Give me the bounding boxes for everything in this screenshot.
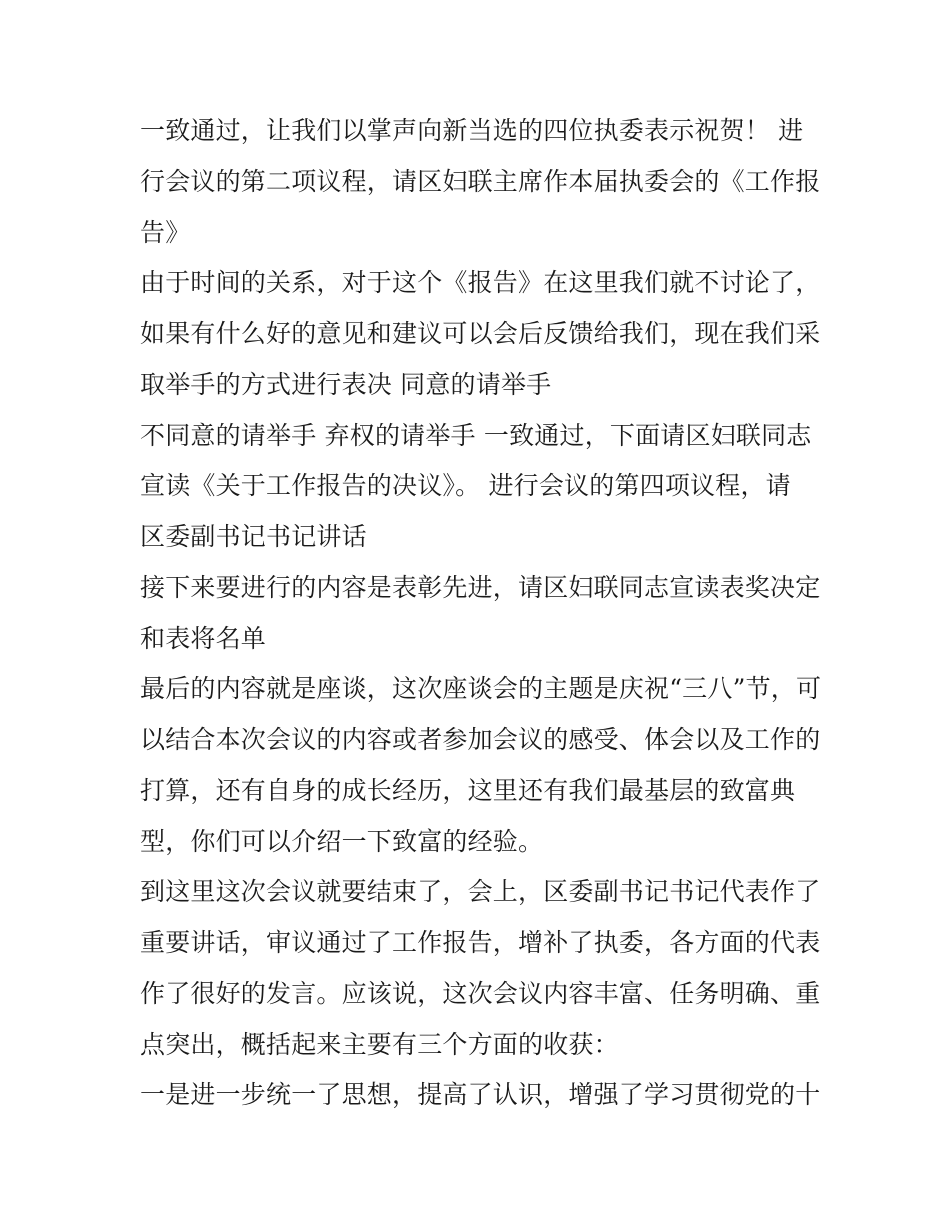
text-line: 重要讲话，审议通过了工作报告，增补了执委，各方面的代表 [140,928,821,957]
text-line: 一是进一步统一了思想，提高了认识，增强了学习贯彻党的十 [140,1080,821,1110]
text-line: 取举手的方式进行表决 同意的请举手 [140,369,552,399]
text-line: 不同意的请举手 弃权的请举手 一致通过，下面请区妇联同志 [140,420,812,450]
text-line: 接下来要进行的内容是表彰先进，请区妇联同志宣读表奖决定 [140,572,821,602]
document-body [140,106,820,1121]
text-line: 如果有什么好的意见和建议可以会后反馈给我们，现在我们采 [140,319,821,348]
text-line: 行会议的第二项议程，请区妇联主席作本届执委会的《工作报 [140,166,821,196]
text-line: 告》 [140,217,191,247]
text-line: 区委副书记书记讲话 [140,522,367,551]
text-line: 由于时间的关系，对于这个《报告》在这里我们就不讨论了， [140,268,821,298]
text-line: 和表将名单 [140,623,267,653]
text-line: 点突出，概括起来主要有三个方面的收获： [140,1029,619,1059]
text-line: 以结合本次会议的内容或者参加会议的感受、体会以及工作的 [140,725,821,754]
text-line: 打算，还有自身的成长经历，这里还有我们最基层的致富典 [140,775,796,805]
text-line: 最后的内容就是座谈，这次座谈会的主题是庆祝“三八”节，可 [140,674,822,704]
text-line: 到这里这次会议就要结束了，会上，区委副书记书记代表作了 [140,877,821,907]
text-line: 作了很好的发言。应该说，这次会议内容丰富、任务明确、重 [140,978,821,1008]
text-line: 型，你们可以介绍一下致富的经验。 [140,826,544,856]
text-line: 一致通过，让我们以掌声向新当选的四位执委表示祝贺！ 进 [140,116,804,145]
text-line: 宣读《关于工作报告的决议》。 进行会议的第四项议程，请 [140,471,791,501]
